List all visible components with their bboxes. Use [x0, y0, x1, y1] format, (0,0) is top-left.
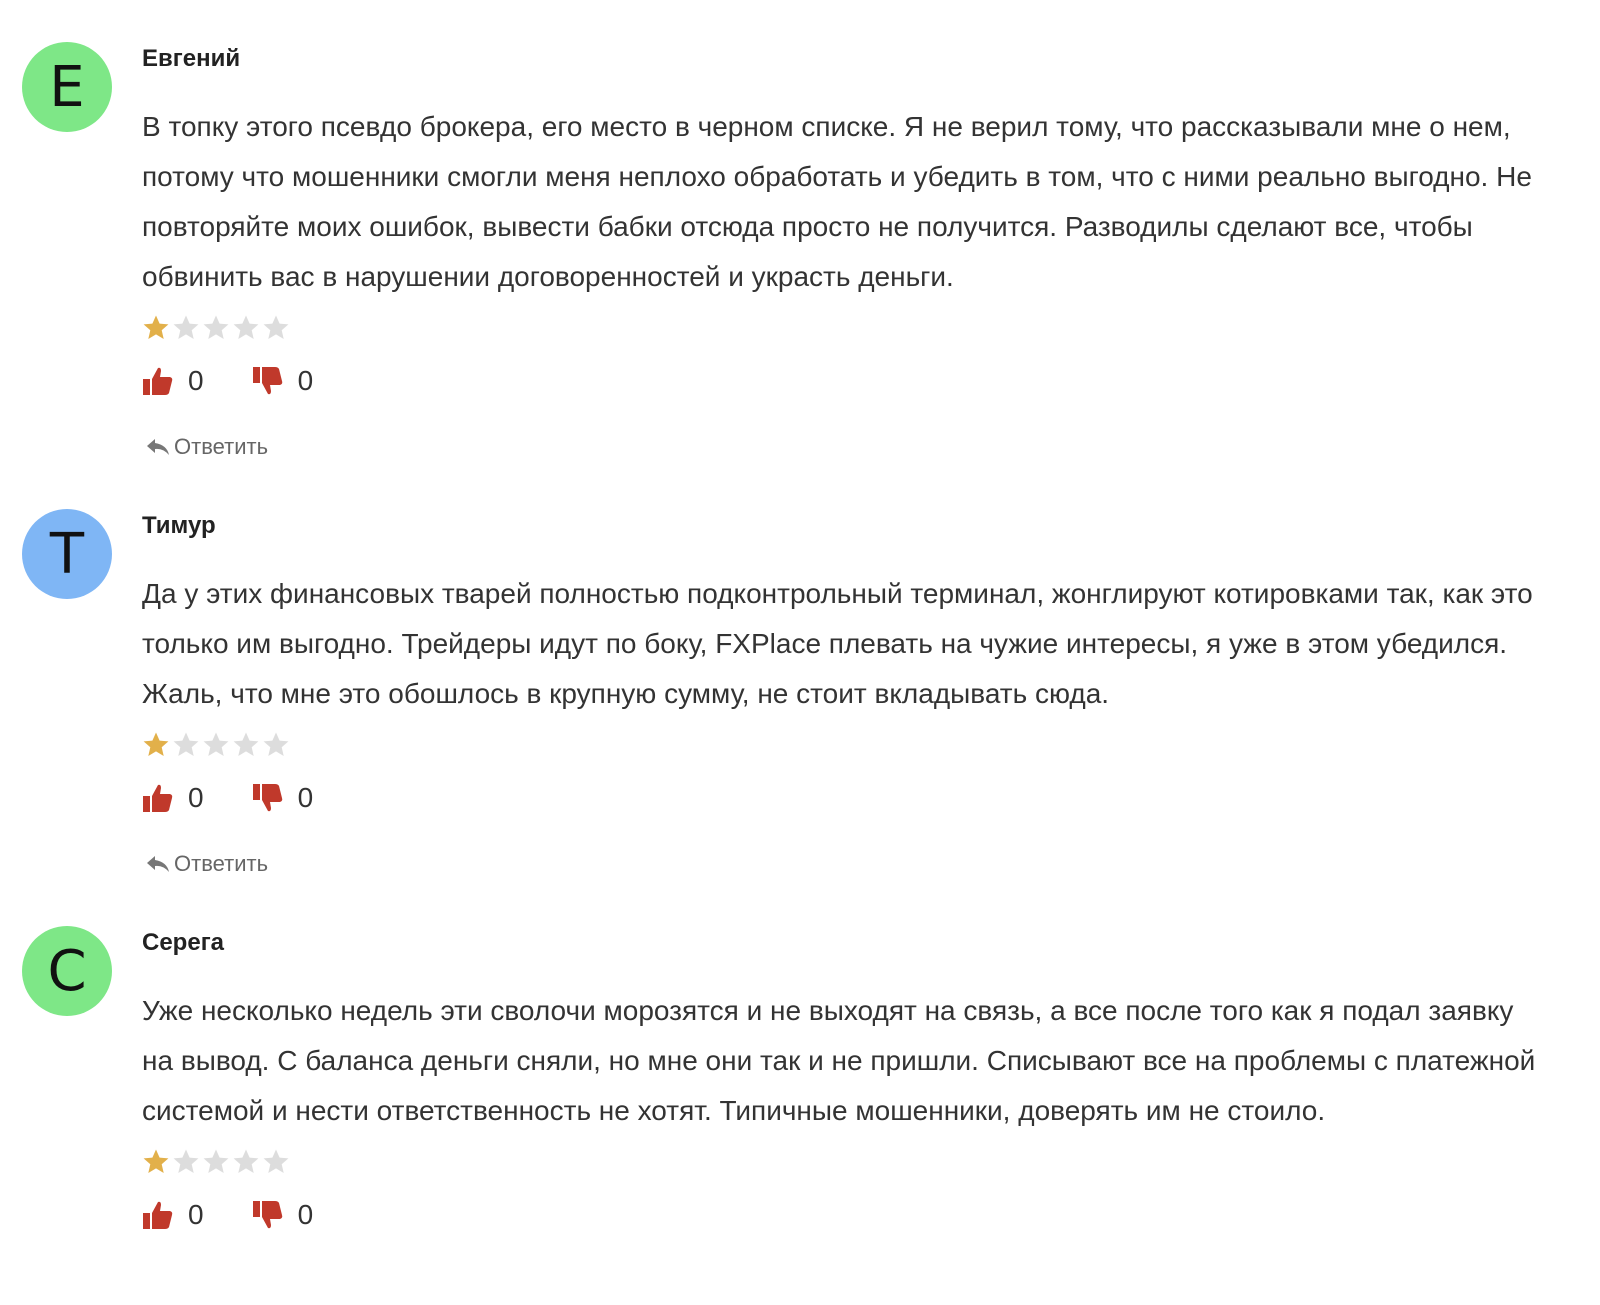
comment-text: Уже несколько недель эти сволочи морозятся и не выходят на связь, а все после того как я подал заявку на вывод. С баланса деньги сняли, но мне они так и не пришли. Списывают все на проблемы с платежной системой и нести ответственность не хотят. Типичные мошенники, доверять им не стоило. — [142, 995, 1536, 1126]
star-empty-icon — [202, 731, 230, 759]
comment-author: Серега — [142, 929, 225, 956]
like-count: 0 — [188, 782, 204, 813]
star-empty-icon — [262, 731, 290, 759]
star-empty-icon — [232, 314, 260, 342]
star-filled-icon — [142, 1148, 170, 1176]
thumbs-down-icon — [252, 1199, 284, 1231]
thumbs-up-icon — [142, 1199, 174, 1231]
reply-arrow-icon — [146, 854, 170, 874]
star-filled-icon — [142, 314, 170, 342]
star-empty-icon — [172, 1148, 200, 1176]
dislike-button[interactable] — [252, 782, 314, 814]
rating-stars — [142, 731, 1542, 761]
reply-button[interactable] — [146, 851, 1542, 877]
star-filled-icon — [142, 731, 170, 759]
rating-stars — [142, 1148, 1542, 1178]
dislike-button[interactable] — [252, 365, 314, 397]
thumbs-up-icon — [142, 782, 174, 814]
star-empty-icon — [232, 1148, 260, 1176]
star-empty-icon — [202, 1148, 230, 1176]
dislike-count: 0 — [297, 365, 314, 396]
star-empty-icon — [202, 314, 230, 342]
rating-stars — [142, 314, 1542, 344]
avatar: Т — [22, 509, 112, 599]
thumbs-up-icon — [142, 365, 174, 397]
like-button[interactable] — [142, 1199, 204, 1231]
thumbs-down-icon — [252, 365, 284, 397]
dislike-count: 0 — [297, 782, 314, 813]
reply-label: Ответить — [174, 851, 269, 876]
dislike-count: 0 — [297, 1199, 314, 1230]
star-empty-icon — [262, 1148, 290, 1176]
like-count: 0 — [188, 365, 204, 396]
comment-author: Евгений — [142, 45, 241, 72]
comment-text: Да у этих финансовых тварей полностью подконтрольный терминал, жонглируют котировками так, как это только им выгодно. Трейдеры идут по боку, FXPlace плевать на чужие интересы, я уже в этом убедился. Жаль, что мне это обошлось в крупную сумму, не стоит вкладывать сюда. — [142, 578, 1533, 709]
reply-button[interactable] — [146, 434, 1542, 460]
dislike-button[interactable] — [252, 1199, 314, 1231]
star-empty-icon — [172, 731, 200, 759]
vote-bar — [142, 781, 1542, 815]
avatar: С — [22, 926, 112, 1016]
reply-arrow-icon — [146, 437, 170, 457]
like-button[interactable] — [142, 365, 204, 397]
like-count: 0 — [188, 1199, 204, 1230]
star-empty-icon — [262, 314, 290, 342]
comment-text: В топку этого псевдо брокера, его место в черном списке. Я не верил тому, что рассказывали мне о нем, потому что мошенники смогли меня неплохо обработать и убедить в том, что с ними реально выгодно. Не повторяйте моих ошибок, вывести бабки отсюда просто не получится. Разводилы сделают все, чтобы обвинить вас в нарушении договоренностей и украсть деньги. — [142, 111, 1532, 292]
reply-label: Ответить — [174, 434, 269, 459]
avatar: Е — [22, 42, 112, 132]
like-button[interactable] — [142, 782, 204, 814]
vote-bar — [142, 364, 1542, 398]
star-empty-icon — [232, 731, 260, 759]
thumbs-down-icon — [252, 782, 284, 814]
comment-author: Тимур — [142, 512, 216, 539]
vote-bar — [142, 1198, 1542, 1232]
star-empty-icon — [172, 314, 200, 342]
